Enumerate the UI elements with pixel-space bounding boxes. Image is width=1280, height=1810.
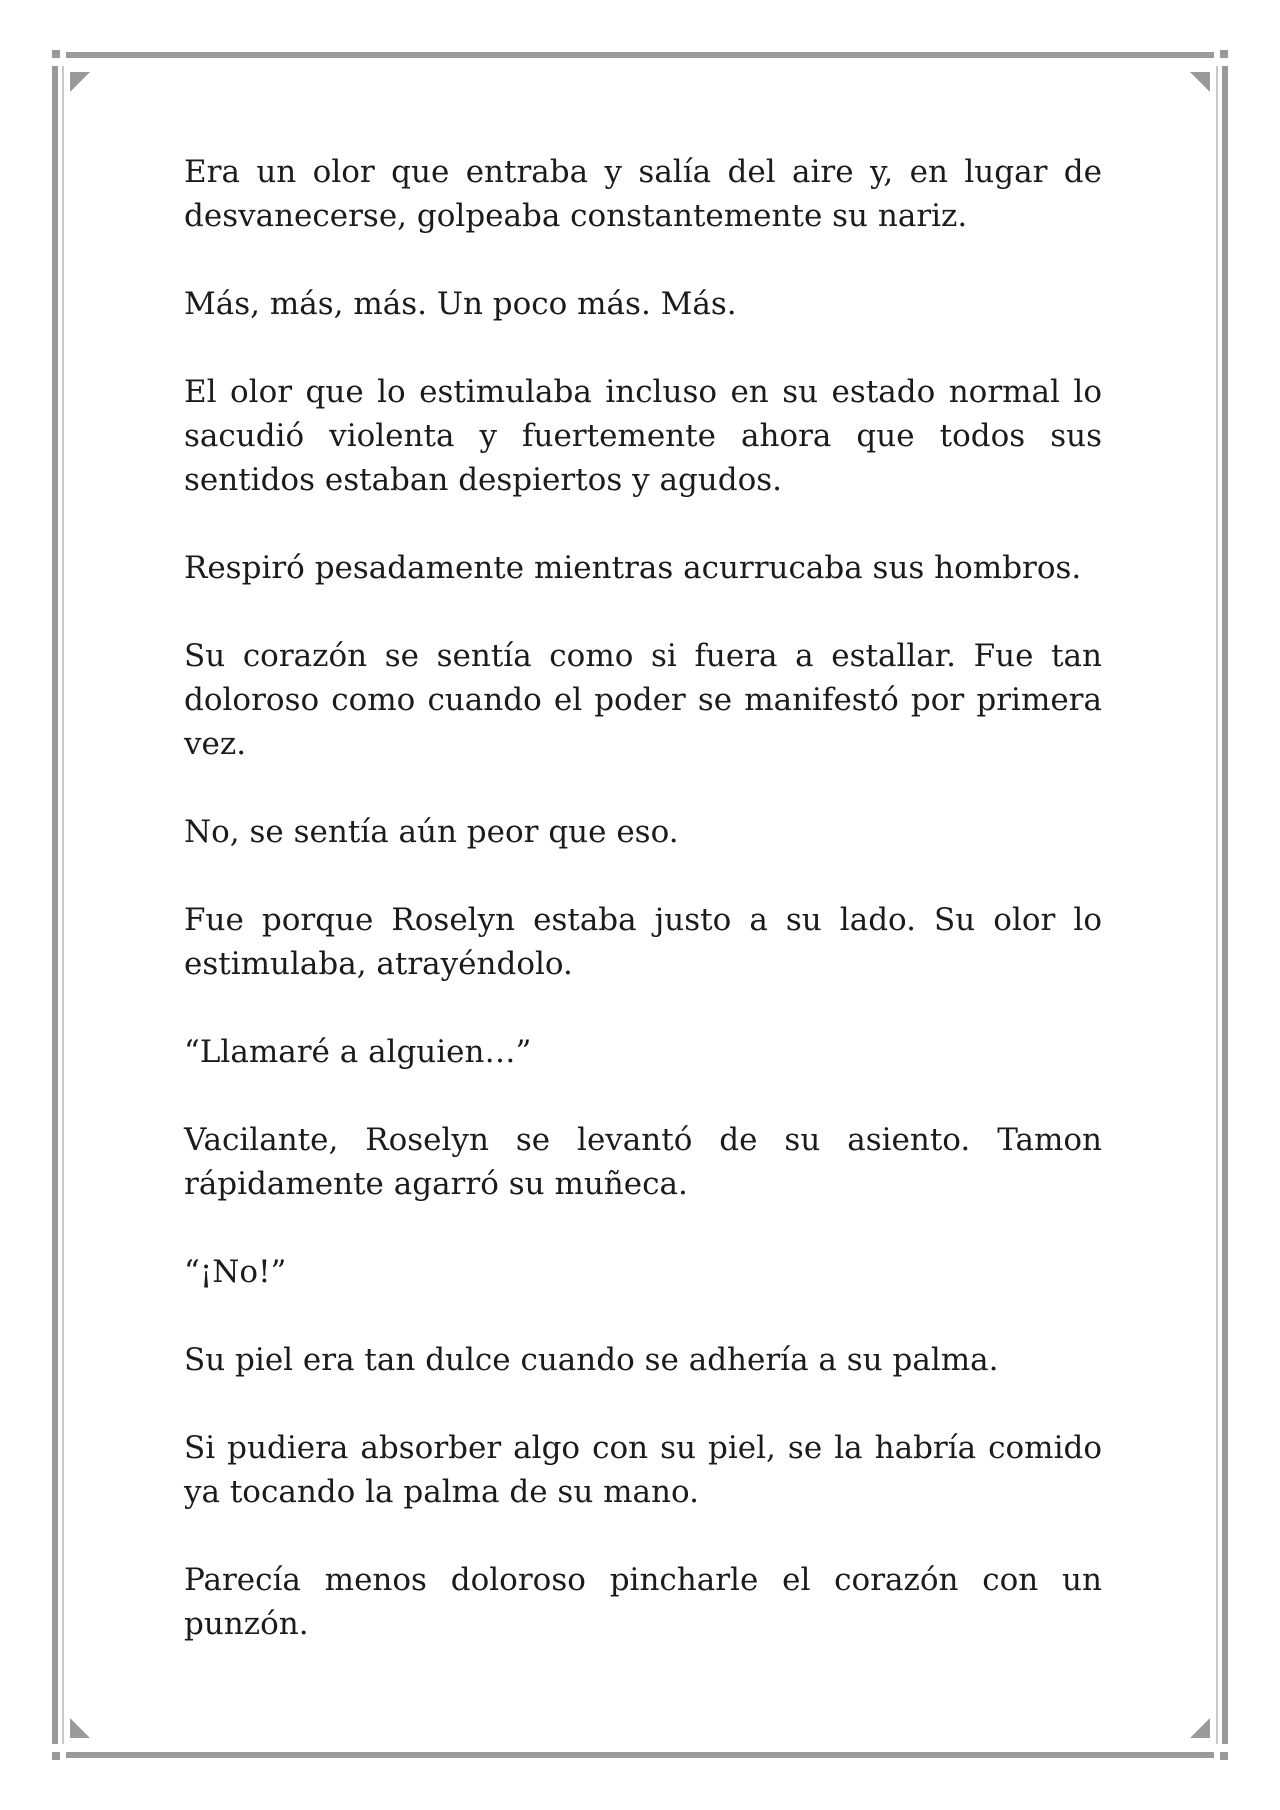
paragraph: Fue porque Roselyn estaba justo a su lado. Su olor lo estimulaba, atrayéndolo. [184,902,1102,982]
paragraph: Su piel era tan dulce cuando se adhería a su palma. [184,1342,999,1378]
frame-corner-square-tl [52,50,60,58]
paragraph: Era un olor que entraba y salía del aire y, en lugar de desvanecerse, golpeaba constantemente su nariz. [184,154,1102,234]
frame-corner-square-br [1220,1752,1228,1760]
paragraph: Parecía menos doloroso pincharle el corazón con un punzón. [184,1562,1102,1642]
frame-left-inner [62,66,64,1744]
frame-left-bar [52,66,58,1744]
frame-bottom-bar [66,1752,1214,1758]
frame-corner-square-tr [1220,50,1228,58]
paragraph: Respiró pesadamente mientras acurrucaba sus hombros. [184,550,1082,586]
page-body [184,150,1102,1690]
frame-corner-square-bl [52,1752,60,1760]
paragraph: No, se sentía aún peor que eso. [184,814,679,850]
dialogue-line: “Llamaré a alguien…” [184,1034,532,1070]
frame-corner-triangle-bl [70,1718,90,1738]
paragraph: El olor que lo estimulaba incluso en su estado normal lo sacudió violenta y fuertemente ahora que todos sus sentidos estaban despiertos y agudos. [184,374,1102,498]
frame-right-inner [1216,66,1218,1744]
paragraph: Si pudiera absorber algo con su piel, se la habría comido ya tocando la palma de su mano. [184,1430,1102,1510]
frame-corner-triangle-br [1190,1718,1210,1738]
frame-right-bar [1222,66,1228,1744]
frame-corner-triangle-tl [70,72,90,92]
frame-top-bar [66,52,1214,58]
frame-corner-triangle-tr [1190,72,1210,92]
paragraph: Vacilante, Roselyn se levantó de su asiento. Tamon rápidamente agarró su muñeca. [184,1122,1102,1202]
paragraph: Su corazón se sentía como si fuera a estallar. Fue tan doloroso como cuando el poder se manifestó por primera vez. [184,638,1102,762]
dialogue-line: “¡No!” [184,1254,287,1290]
paragraph: Más, más, más. Un poco más. Más. [184,286,737,322]
